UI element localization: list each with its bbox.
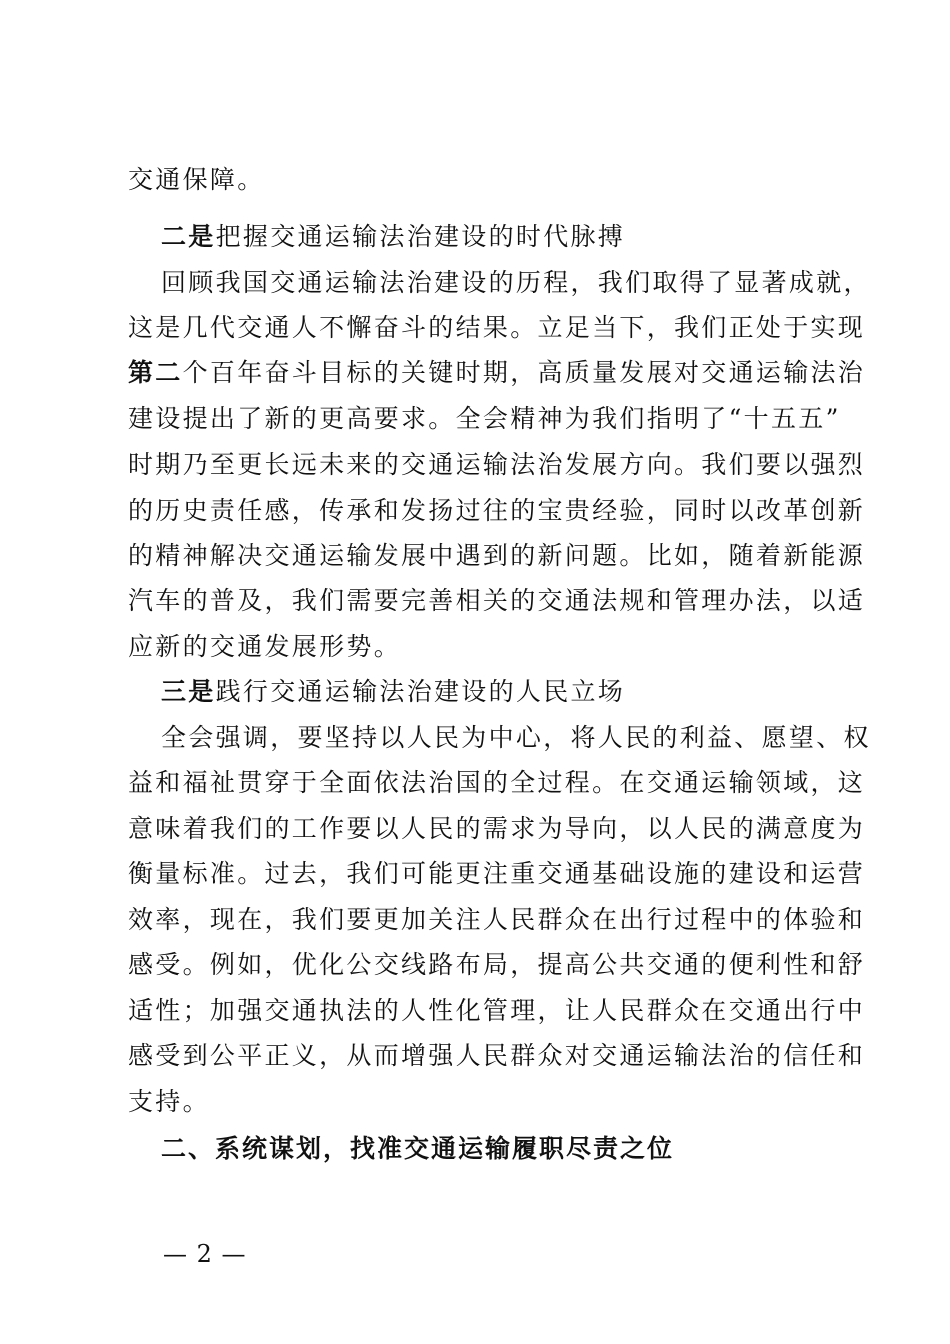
paragraph-line: 汽车的普及，我们需要完善相关的交通法规和管理办法，以适: [128, 586, 866, 615]
paragraph-line: 全会强调，要坚持以人民为中心，将人民的利益、愿望、权: [161, 723, 871, 752]
paragraph-line: 衡量标准。过去，我们可能更注重交通基础设施的建设和运营: [128, 859, 866, 888]
paragraph-line: 交通保障。: [128, 165, 265, 194]
paragraph-line: 益和福祉贯穿于全面依法治国的全过程。在交通运输领域，这: [128, 768, 866, 797]
bold-prefix: 三是: [161, 677, 216, 706]
paragraph-line: 支持。: [128, 1087, 210, 1116]
subheading-point-3: [161, 674, 625, 710]
paragraph-text: 个百年奋斗目标的关键时期，高质量发展对交通运输法治: [182, 358, 866, 387]
paragraph-line: 感受到公平正义，从而增强人民群众对交通运输法治的信任和: [128, 1041, 866, 1070]
paragraph-line: 建设提出了新的更高要求。全会精神为我们指明了“十五五”: [128, 404, 841, 433]
paragraph-line: 这是几代交通人不懈奋斗的结果。立足当下，我们正处于实现: [128, 313, 866, 342]
paragraph-line: 应新的交通发展形势。: [128, 632, 402, 661]
bold-prefix: 第二: [128, 358, 183, 387]
bold-prefix: 二是: [161, 222, 216, 251]
paragraph-line: [128, 355, 865, 391]
subheading-text: 把握交通运输法治建设的时代脉搏: [215, 222, 626, 251]
paragraph-line: 时期乃至更长远未来的交通运输法治发展方向。我们要以强烈: [128, 450, 866, 479]
paragraph-line: 适性；加强交通执法的人性化管理，让人民群众在交通出行中: [128, 996, 866, 1025]
section-heading: 二、系统谋划，找准交通运输履职尽责之位: [161, 1134, 675, 1163]
paragraph-line: 感受。例如，优化公交线路布局，提高公共交通的便利性和舒: [128, 950, 866, 979]
subheading-point-2: [161, 219, 625, 255]
paragraph-line: 回顾我国交通运输法治建设的历程，我们取得了显著成就，: [161, 268, 871, 297]
paragraph-line: 的历史责任感，传承和发扬过往的宝贵经验，同时以改革创新: [128, 496, 866, 525]
subheading-text: 践行交通运输法治建设的人民立场: [215, 677, 626, 706]
paragraph-line: 的精神解决交通运输发展中遇到的新问题。比如，随着新能源: [128, 541, 866, 570]
paragraph-line: 意味着我们的工作要以人民的需求为导向，以人民的满意度为: [128, 814, 866, 843]
page-number: — 2 —: [163, 1240, 247, 1268]
paragraph-line: 效率，现在，我们要更加关注人民群众在出行过程中的体验和: [128, 905, 866, 934]
